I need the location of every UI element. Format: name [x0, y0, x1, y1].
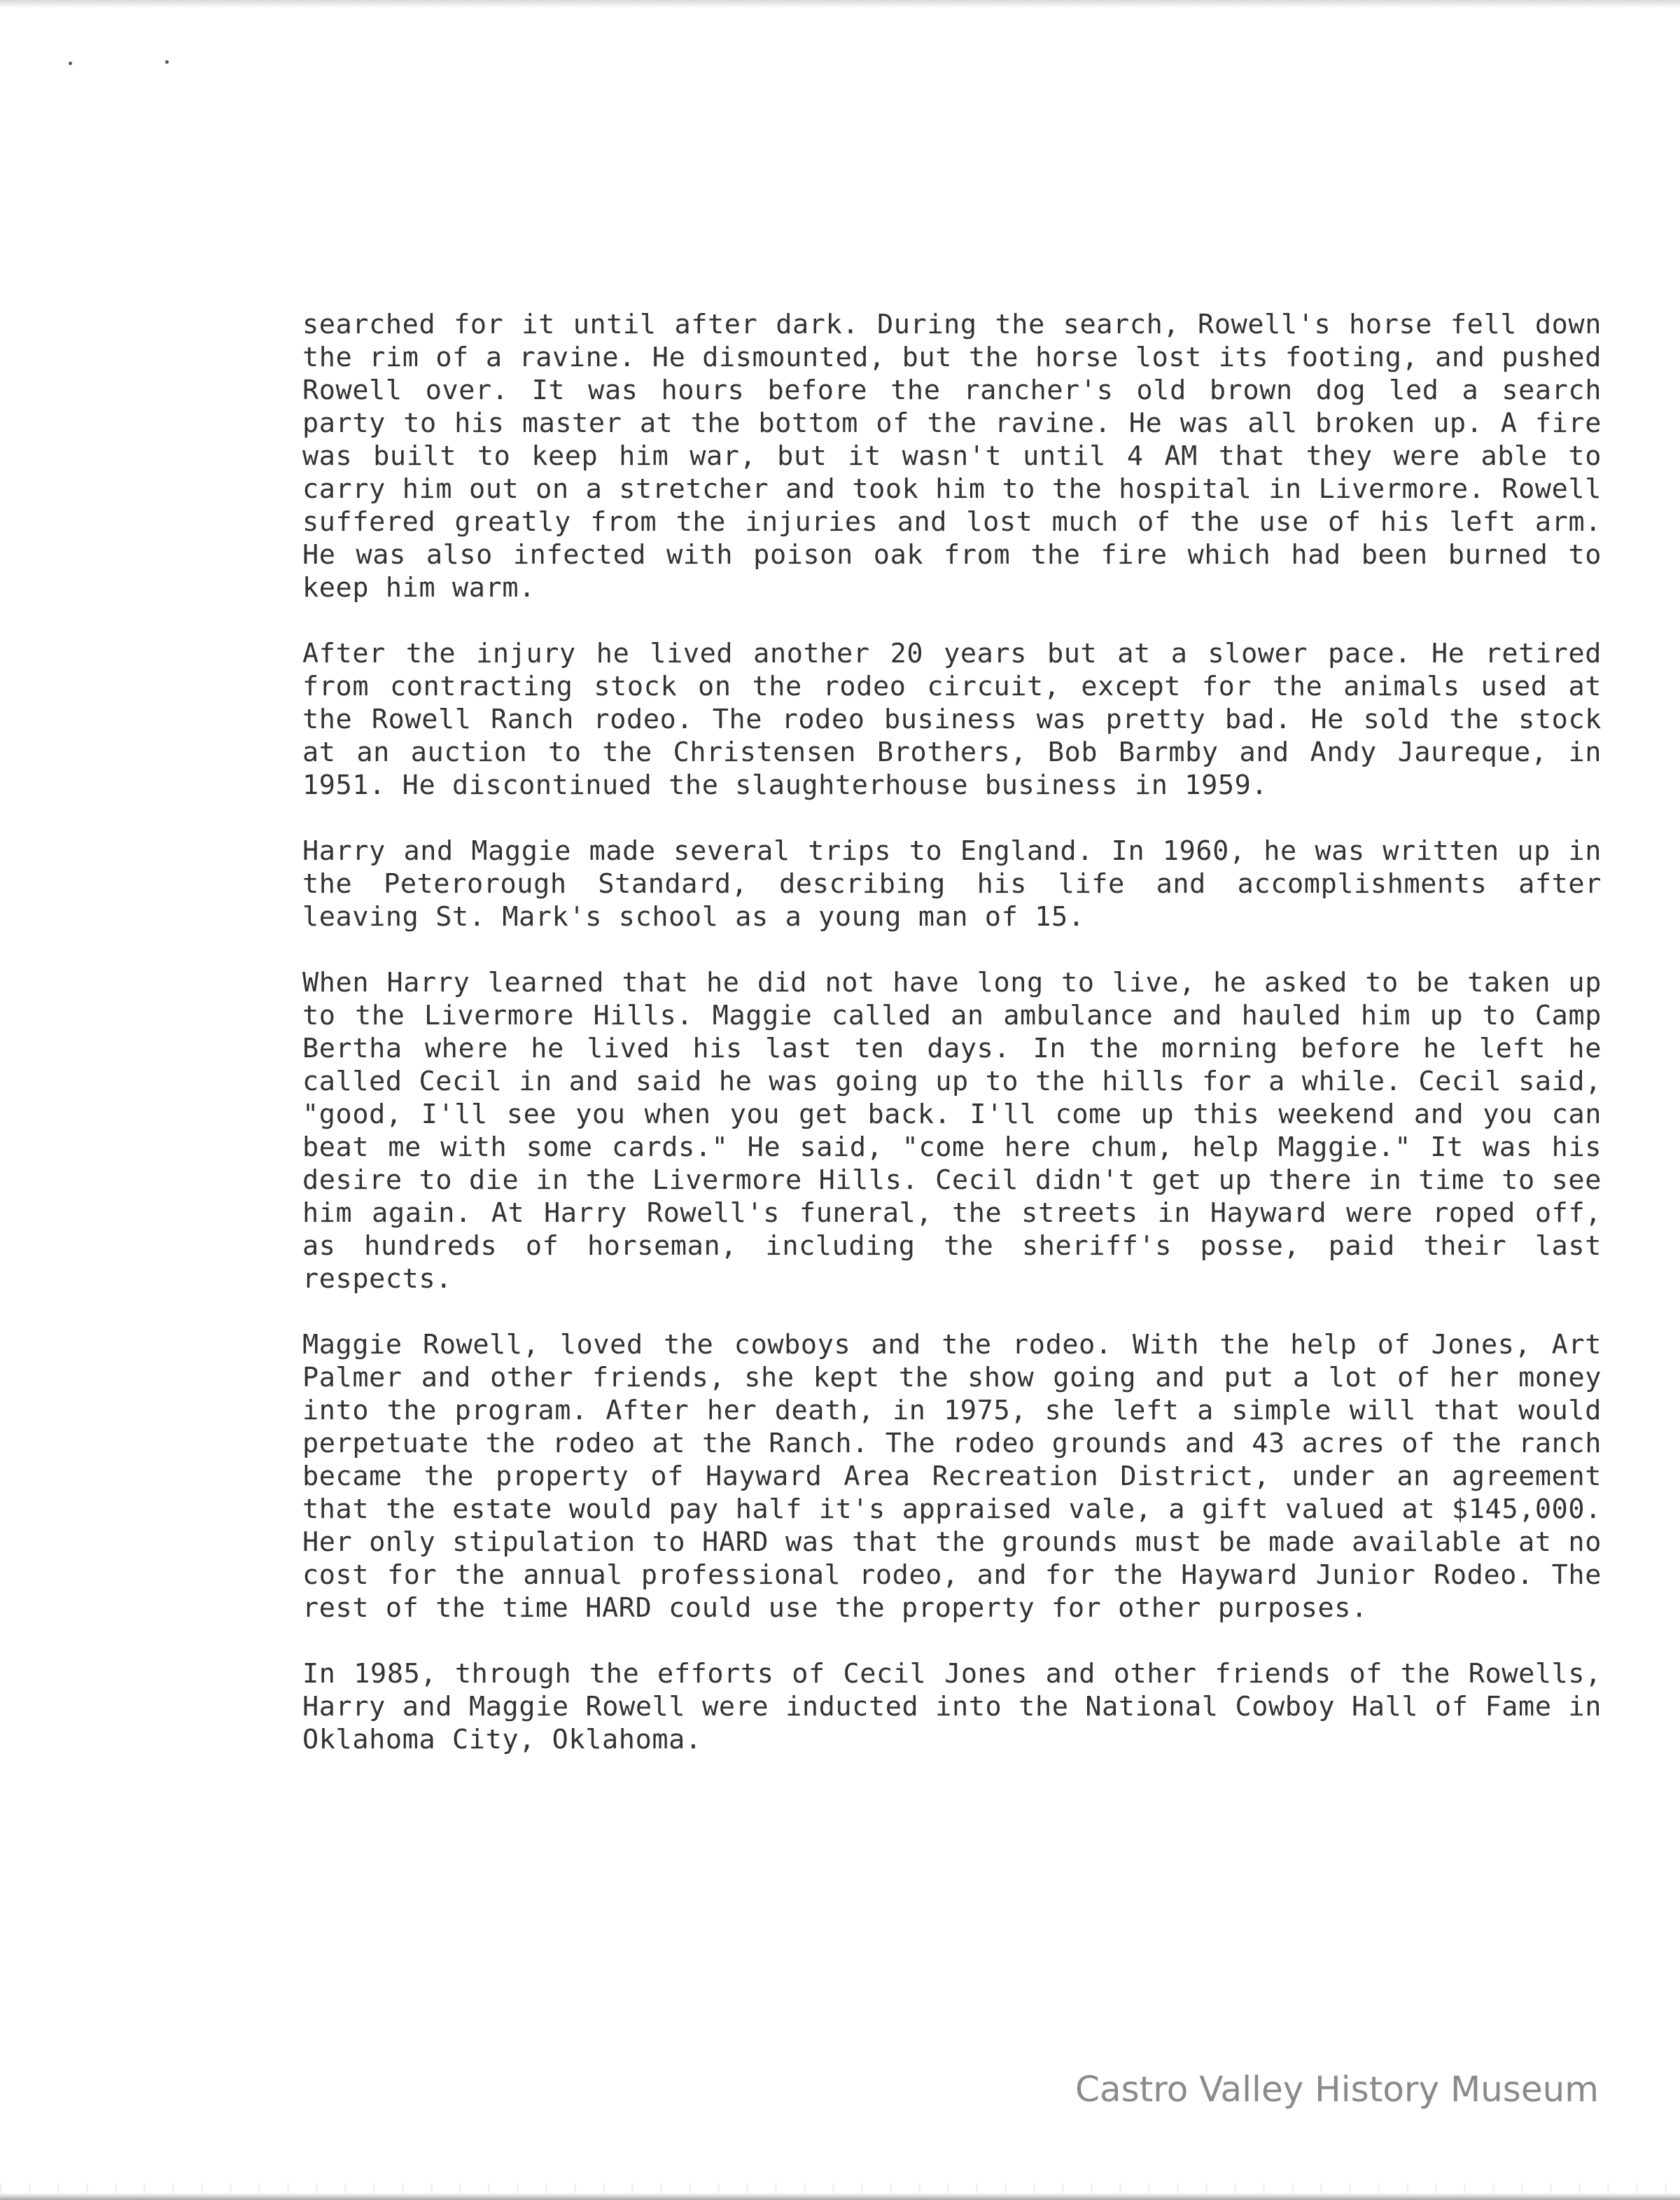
scan-speck — [69, 62, 72, 65]
paragraph-search-accident: searched for it until after dark. During the search, Rowell's horse fell down the rim of a ravine. He dismounted, but the horse lost its footing, and pushed Rowell over. It was hours before the rancher's old brown dog led a search party to his master at the bottom of the ravine. He was all broken up. A fire was built to keep him war, but it wasn't until 4 AM that they were able to carry him out on a stretcher and took him to the hospital in Livermore. Rowell suffered greatly from the injuries and lost much of the use of his left arm. He was also infected with poison oak from the fire which had been burned to keep him warm. — [302, 309, 1602, 604]
paragraph-maggie-rowell: Maggie Rowell, loved the cowboys and the rodeo. With the help of Jones, Art Palmer and other friends, she kept the show going and put a lot of her money into the program. After her death, in 1975, she left a simple will that would perpetuate the rodeo at the Ranch. The rodeo grounds and 43 acres of the ranch became the property of Hayward Area Recreation District, under an agreement that the estate would pay half it's appraised vale, a gift valued at $145,000. Her only stipulation to HARD was that the grounds must be made available at no cost for the annual professional rodeo, and for the Hayward Junior Rodeo. The rest of the time HARD could use the property for other purposes. — [302, 1329, 1602, 1624]
paragraph-last-days: When Harry learned that he did not have long to live, he asked to be taken up to the Livermore Hills. Maggie called an ambulance and hauled him up to Camp Bertha where he lived his last ten days. In the morning before he left he called Cecil in and said he was going up to the hills for a while. Cecil said, "good, I'll see you when you get back. I'll come up this weekend and you can beat me with some cards." He said, "come here chum, help Maggie." It was his desire to die in the Livermore Hills. Cecil didn't get up there in time to see him again. At Harry Rowell's funeral, the streets in Hayward were roped off, as hundreds of horseman, including the sheriff's posse, paid their last respects. — [302, 967, 1602, 1295]
document-body — [302, 308, 1602, 1756]
scan-top-edge — [0, 0, 1680, 8]
paragraph-after-injury: After the injury he lived another 20 years but at a slower pace. He retired from contracting stock on the rodeo circuit, except for the animals used at the Rowell Ranch rodeo. The rodeo business was pretty bad. He sold the stock at an auction to the Christensen Brothers, Bob Barmby and Andy Jaureque, in 1951. He discontinued the slaughterhouse business in 1959. — [302, 638, 1602, 801]
paragraph-hall-of-fame: In 1985, through the efforts of Cecil Jones and other friends of the Rowells, Harry and Maggie Rowell were inducted into the National Cowboy Hall of Fame in Oklahoma City, Oklahoma. — [302, 1658, 1602, 1755]
scan-bottom-edge — [0, 2193, 1680, 2200]
scan-speck — [165, 60, 169, 64]
paragraph-england-trips: Harry and Maggie made several trips to England. In 1960, he was written up in the Peterorough Standard, describing his life and accomplishments after leaving St. Mark's school as a young man of 15. — [302, 835, 1602, 933]
museum-watermark: Castro Valley History Museum — [1075, 2069, 1599, 2110]
